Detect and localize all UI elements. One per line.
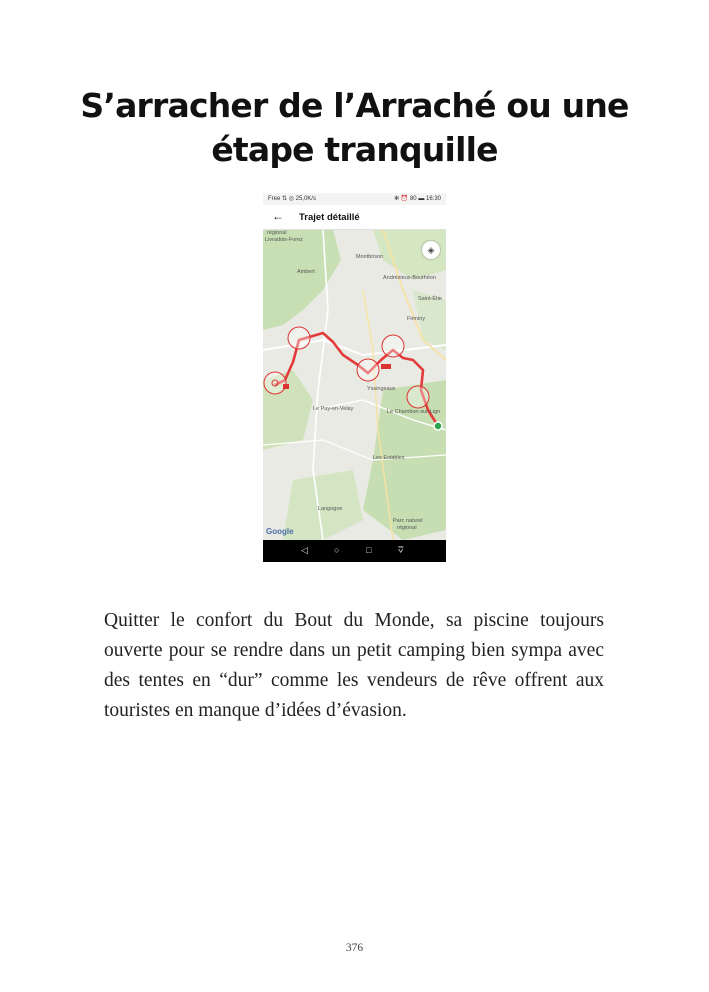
- nav-back-icon[interactable]: ◁: [301, 545, 308, 555]
- nav-home-icon[interactable]: ○: [334, 545, 340, 555]
- title-line-2: étape tranquille: [211, 130, 498, 169]
- map-label-langogne: Langogne: [318, 506, 343, 512]
- layers-icon[interactable]: ◈: [422, 241, 440, 259]
- map-label-estables: Les Estables: [373, 455, 405, 461]
- map-label-regional: régional: [267, 230, 287, 236]
- map-label-livradois: Livradois-Forez: [265, 237, 303, 243]
- map-label-firminy: Firminy: [407, 316, 426, 322]
- map-label-chambon: Le Chambon-sur-Lign: [387, 409, 441, 415]
- route-map-screenshot: [263, 193, 446, 562]
- nav-menu-icon[interactable]: ⩢: [398, 545, 404, 555]
- status-bar: [263, 193, 446, 205]
- map-label-saint-etienne: Saint-Étie: [418, 296, 442, 302]
- page-number: 376: [345, 942, 364, 954]
- status-left: Free ⇅ ◎ 25,0K/s: [268, 196, 316, 202]
- map-label-parc: Parc naturel: [393, 518, 423, 524]
- nav-recents-icon[interactable]: □: [366, 545, 372, 555]
- google-logo: Google: [266, 527, 294, 536]
- body-paragraph: Quitter le confort du Bout du Monde, sa piscine toujours ouverte pour se rendre dans un petit camping bien sympa avec des tentes en “dur” comme les vendeurs de rêve offrent aux touristes en manque d’idées d’évasion.: [104, 610, 604, 721]
- status-right: ✻ ⏰ 80 ▬ 16:30: [394, 196, 441, 202]
- app-title: Trajet détaillé: [299, 212, 360, 223]
- map-label-andrezieux: Andrézieux-Bouthéon: [383, 275, 436, 281]
- map-label-le-puy: Le Puy-en-Velay: [313, 406, 354, 412]
- map-label-ambert: Ambert: [297, 269, 315, 275]
- map-label-regional-2: régional: [397, 525, 417, 531]
- app-bar: [263, 205, 446, 230]
- map-label-yssingeaux: Yssingeaux: [367, 386, 396, 392]
- title-line-1: S’arracher de l’Arraché ou une: [80, 86, 629, 125]
- page-title: [60, 84, 649, 172]
- map[interactable]: [263, 230, 446, 540]
- back-arrow-icon[interactable]: ←: [272, 209, 284, 223]
- android-nav-bar: [263, 540, 446, 562]
- map-label-montbrison: Montbrison: [356, 254, 384, 260]
